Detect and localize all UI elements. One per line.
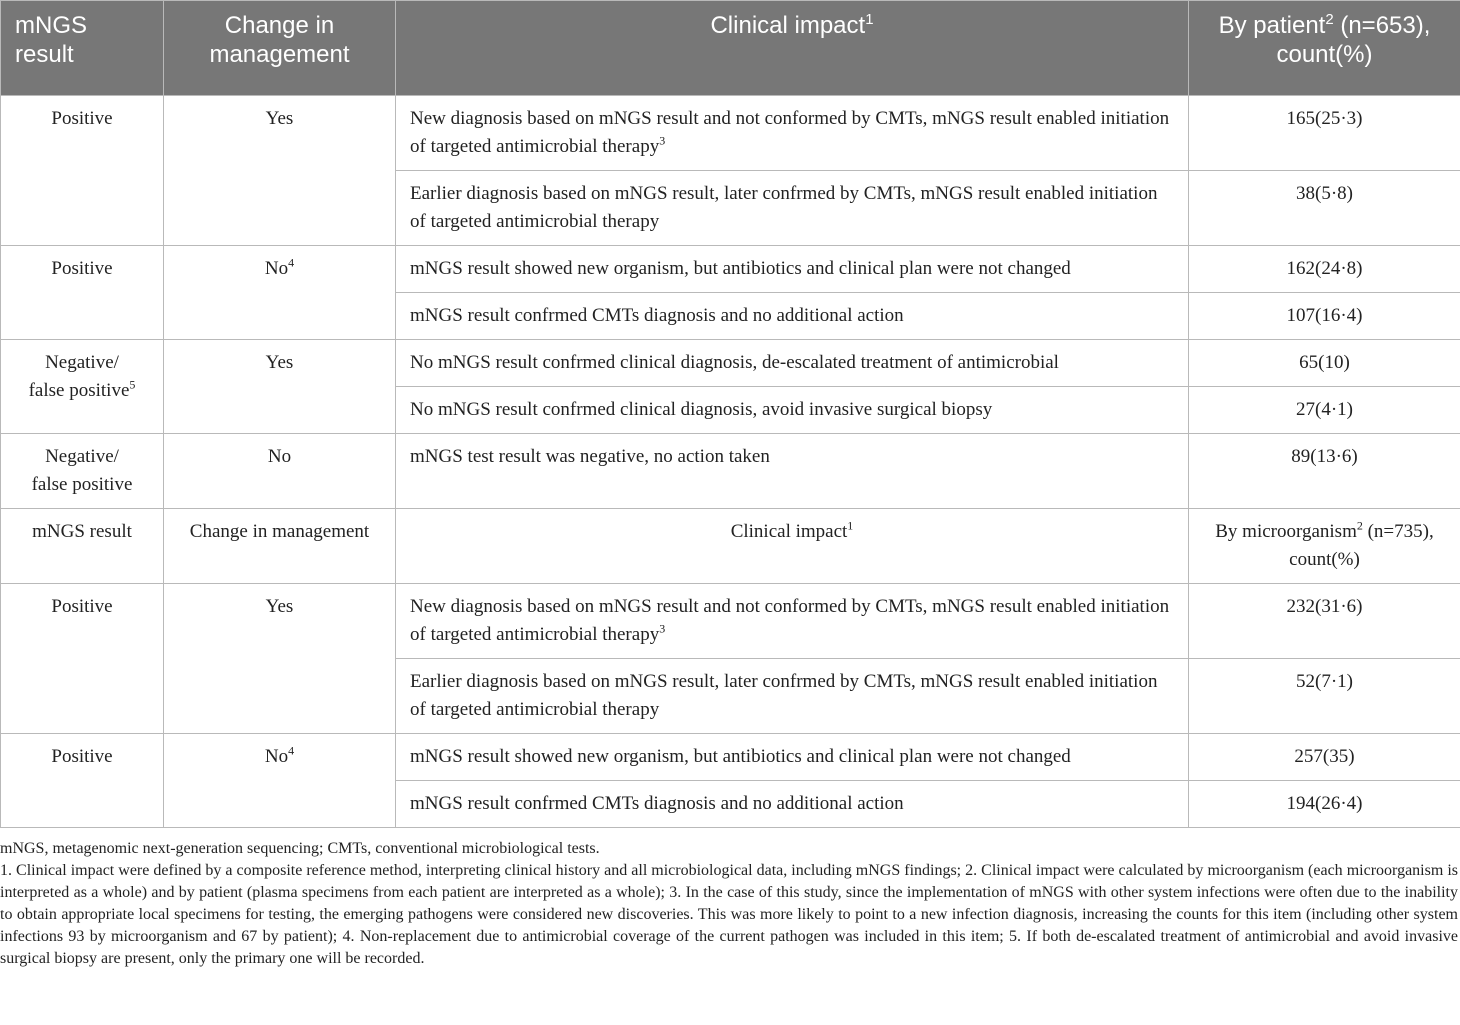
- cell-impact: mNGS result confrmed CMTs diagnosis and no additional action: [396, 781, 1189, 828]
- cell-count: 257(35): [1189, 734, 1460, 781]
- cell-count: 194(26·4): [1189, 781, 1460, 828]
- abbreviations-note: mNGS, metagenomic next-generation sequencing; CMTs, conventional microbiological tests.: [0, 840, 600, 857]
- header-mngs-result: mNGS result: [1, 1, 164, 96]
- cell-result: Positive: [1, 246, 164, 340]
- subheader-change-in-management: Change in management: [164, 509, 396, 584]
- cell-result: Positive: [1, 734, 164, 828]
- subheader-row: [1, 509, 1460, 584]
- cell-impact: Earlier diagnosis based on mNGS result, later confrmed by CMTs, mNGS result enabled initiation of targeted antimicrobial therapy: [396, 659, 1189, 734]
- cell-count: 107(16·4): [1189, 293, 1460, 340]
- cell-impact: mNGS result confrmed CMTs diagnosis and no additional action: [396, 293, 1189, 340]
- cell-impact: mNGS test result was negative, no action taken: [396, 434, 1189, 509]
- cell-result: Positive: [1, 96, 164, 246]
- cell-count: 38(5·8): [1189, 171, 1460, 246]
- cell-change: No$^4$: [164, 246, 396, 340]
- cell-impact: Earlier diagnosis based on mNGS result, later confrmed by CMTs, mNGS result enabled initiation of targeted antimicrobial therapy: [396, 171, 1189, 246]
- cell-result: Negative/ false positive$^5$: [1, 340, 164, 434]
- subheader-clinical-impact: Clinical impact$^1$: [396, 509, 1189, 584]
- cell-impact: No mNGS result confrmed clinical diagnosis, de-escalated treatment of antimicrobial: [396, 340, 1189, 387]
- cell-change: Yes: [164, 96, 396, 246]
- table-row: [1, 246, 1460, 293]
- cell-count: 52(7·1): [1189, 659, 1460, 734]
- cell-impact: mNGS result showed new organism, but antibiotics and clinical plan were not changed: [396, 734, 1189, 781]
- cell-impact: New diagnosis based on mNGS result and not conformed by CMTs, mNGS result enabled initiation of targeted antimicrobial therapy$^3$: [396, 584, 1189, 659]
- cell-change: No$^4$: [164, 734, 396, 828]
- header-clinical-impact: Clinical impact$^1$: [396, 1, 1189, 96]
- table-row: [1, 734, 1460, 781]
- cell-count: 162(24·8): [1189, 246, 1460, 293]
- table-row: [1, 434, 1460, 509]
- cell-change: Yes: [164, 584, 396, 734]
- cell-result: Positive: [1, 584, 164, 734]
- subheader-by-microorganism: By microorganism$^2$ (n=735), count(%): [1189, 509, 1460, 584]
- numbered-footnotes: 1. Clinical impact were defined by a composite reference method, interpreting clinical history and all microbiological data, including mNGS findings; 2. Clinical impact were calculated by microorganism (each microorganism is interpreted as a whole) and by patient (plasma specimens from each patient are interpreted as a whole); 3. In the case of this study, since the implementation of mNGS with other system infections were often due to the inability to obtain appropriate local specimens for testing, the emerging pathogens were considered new discoveries. This was more likely to point to a new infection diagnosis, increasing the counts for this item (including other system infections 93 by microorganism and 67 by patient); 4. Non-replacement due to antimicrobial coverage of the current pathogen was included in this item; 5. If both de-escalated treatment of antimicrobial and avoid invasive surgical biopsy are present, only the primary one will be recorded.: [0, 862, 1458, 967]
- subheader-mngs-result: mNGS result: [1, 509, 164, 584]
- table-row: [1, 340, 1460, 387]
- cell-impact: mNGS result showed new organism, but antibiotics and clinical plan were not changed: [396, 246, 1189, 293]
- cell-count: 27(4·1): [1189, 387, 1460, 434]
- cell-count: 65(10): [1189, 340, 1460, 387]
- cell-result: Negative/ false positive: [1, 434, 164, 509]
- header-change-in-management: Change in management: [164, 1, 396, 96]
- cell-count: 89(13·6): [1189, 434, 1460, 509]
- cell-count: 165(25·3): [1189, 96, 1460, 171]
- cell-count: 232(31·6): [1189, 584, 1460, 659]
- cell-change: Yes: [164, 340, 396, 434]
- table-header-row: [1, 1, 1460, 96]
- table-row: [1, 96, 1460, 171]
- table-footnotes: [0, 828, 1460, 970]
- cell-impact: New diagnosis based on mNGS result and not conformed by CMTs, mNGS result enabled initiation of targeted antimicrobial therapy$^3$: [396, 96, 1189, 171]
- cell-change: No: [164, 434, 396, 509]
- cell-impact: No mNGS result confrmed clinical diagnosis, avoid invasive surgical biopsy: [396, 387, 1189, 434]
- table-row: [1, 584, 1460, 659]
- header-by-patient: By patient$^2$ (n=653), count(%): [1189, 1, 1460, 96]
